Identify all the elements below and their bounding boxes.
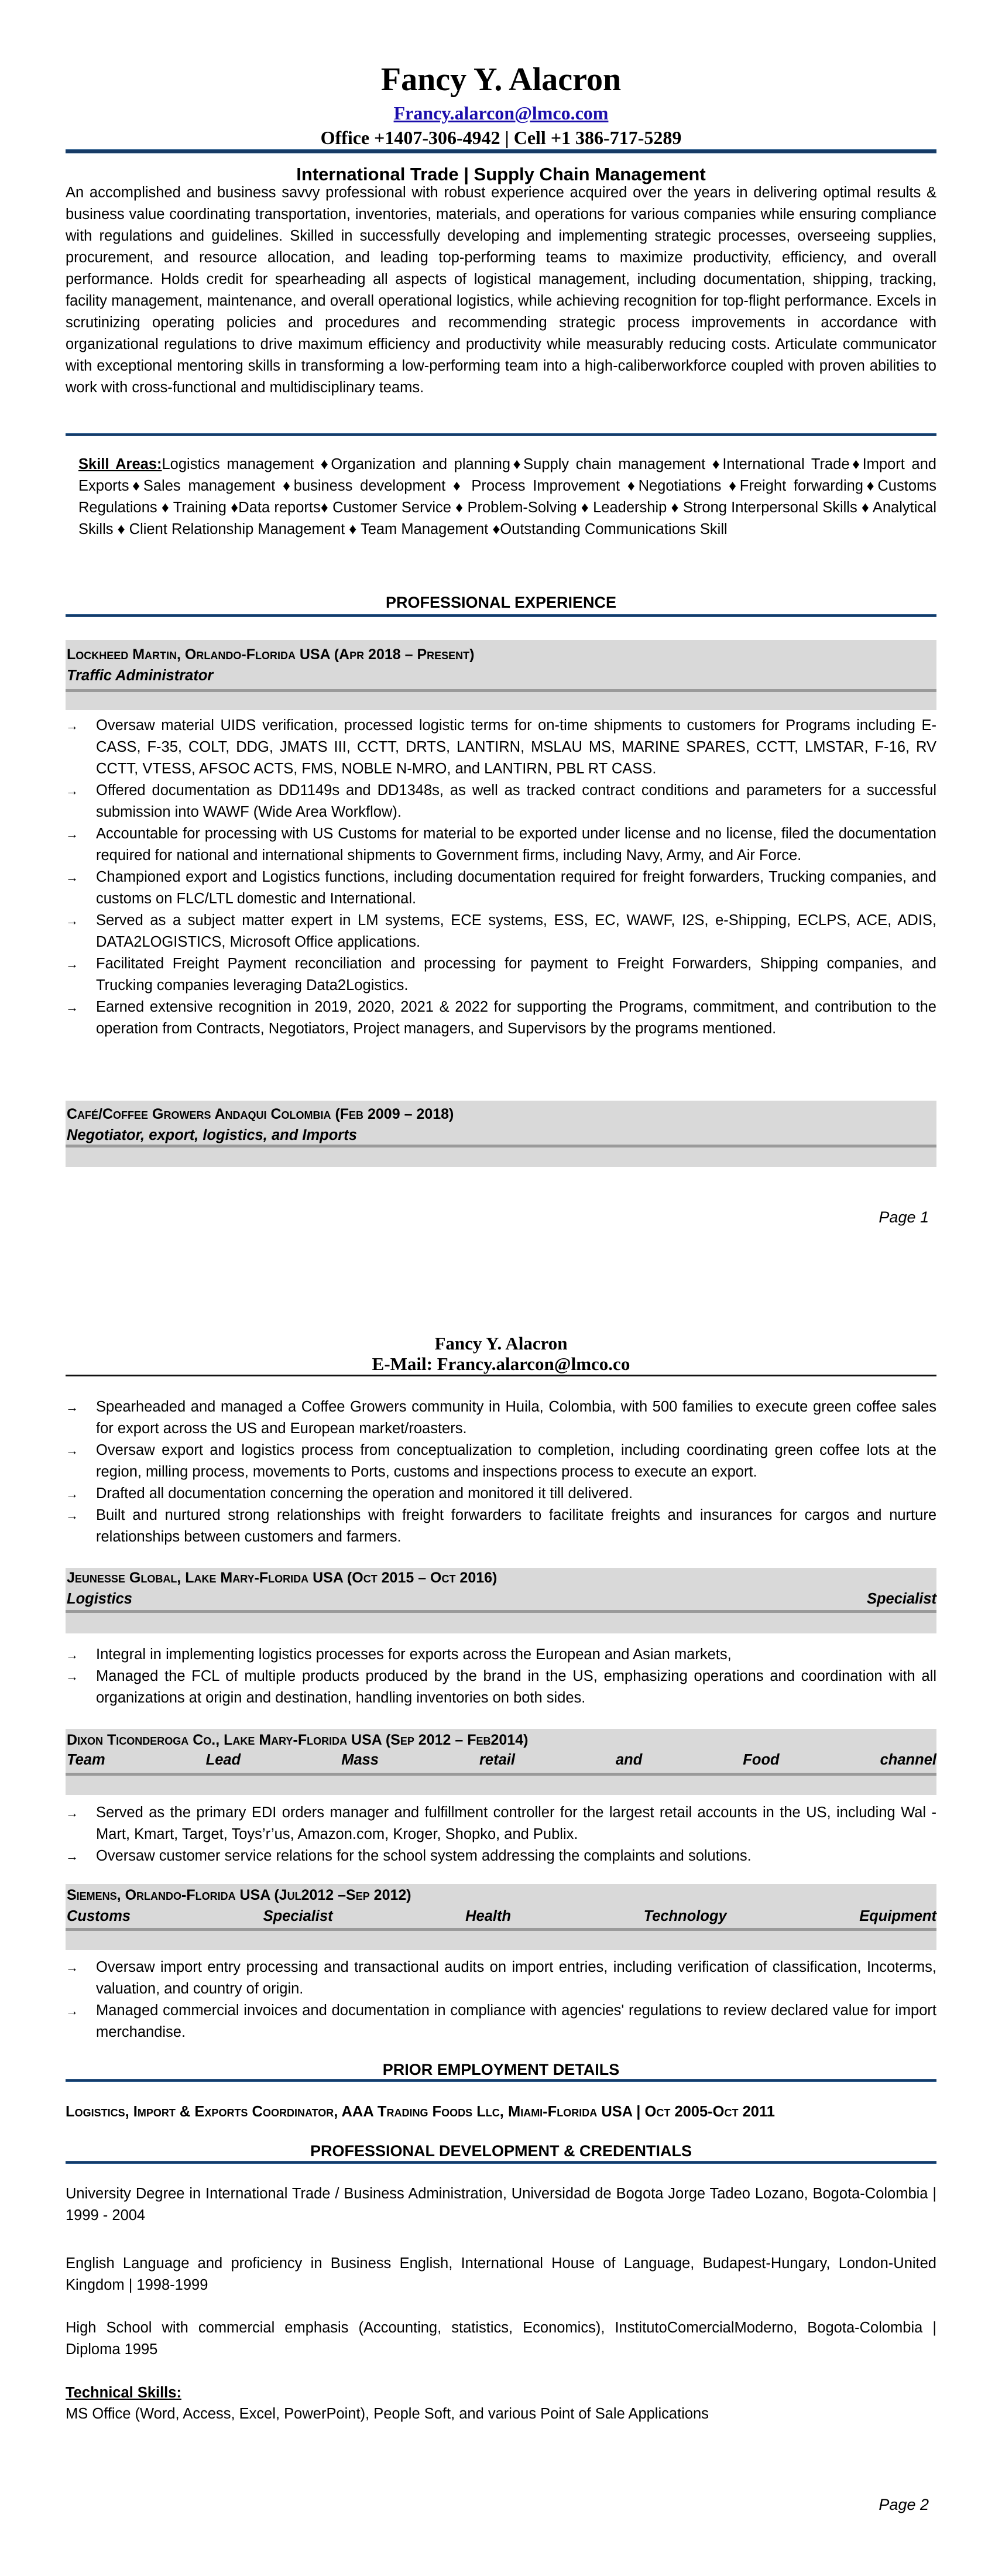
arrow-right-icon: → <box>66 1960 78 1975</box>
arrow-right-icon: → <box>66 1443 78 1458</box>
job-role <box>67 1906 936 1926</box>
job-role-word: Food <box>743 1752 780 1768</box>
list-item: → Accountable for processing with US Customs for material to be exported under license and no license, filed the documentation required for national and international shipments to Government firms, including Navy, Army, and Air Force. <box>66 823 936 866</box>
section-title-development: PROFESSIONAL DEVELOPMENT & CREDENTIALS <box>310 2142 692 2160</box>
job-header-jeunesse <box>66 1568 936 1633</box>
prior-divider <box>66 2079 936 2082</box>
list-item: → Drafted all documentation concerning the operation and monitored it till delivered. <box>66 1483 936 1505</box>
job-role-word: Specialist <box>866 1591 936 1607</box>
list-item: → Championed export and Logistics functions, including documentation required for freight forwarders, Trucking companies, and customs on FLC/LTL domestic and International. <box>66 866 936 910</box>
list-item: → Served as the primary EDI orders manager and fulfillment controller for the largest retail accounts in the US, including Wal -Mart, Kmart, Target, Toys’r’us, Amazon.com, Kroger, Shopko, and Publix. <box>66 1802 936 1845</box>
arrow-right-icon: → <box>66 870 78 885</box>
job-company: Café/Coffee Growers Andaqui Colombia (Feb 2009 – 2018) <box>67 1106 454 1122</box>
arrow-right-icon: → <box>66 1806 78 1820</box>
arrow-right-icon: → <box>66 2003 78 2018</box>
job-role-word: Equipment <box>859 1908 936 1924</box>
arrow-right-icon: → <box>66 1849 78 1864</box>
arrow-right-icon: → <box>66 1508 78 1523</box>
job-role-word: Specialist <box>263 1908 333 1924</box>
job-header-lockheed <box>66 640 936 710</box>
email-link[interactable]: Francy.alarcon@lmco.com <box>393 102 609 124</box>
page2-header-divider <box>66 1375 936 1376</box>
list-item: → Offered documentation as DD1149s and DD1348s, as well as tracked contract conditions and parameters for a successful submission into WAWF (Wide Area Workflow). <box>66 780 936 823</box>
skill-areas-list: Logistics management ♦Organization and planning♦Supply chain management ♦International Trade♦Import and Exports♦Sales management ♦business development ♦ Process Improvement ♦Negotiations ♦Freight forwarding♦Customs Regulations ♦ Training ♦Data reports♦ Customer Service ♦ Problem-Solving ♦ Leadership ♦ Strong Interpersonal Skills ♦ Analytical Skills ♦ Client Relationship Management ♦ Team Management ♦Outstanding Communications Skill <box>78 456 936 537</box>
arrow-right-icon: → <box>66 1647 78 1662</box>
job-role-text: Negotiator, export, logistics, and Imports <box>67 1127 357 1143</box>
job-header-dixon <box>66 1729 936 1795</box>
job-bullets-dixon <box>66 1802 936 1867</box>
arrow-right-icon: → <box>66 1400 78 1414</box>
job-header-bar <box>66 1610 936 1613</box>
page2-name: Fancy Y. Alacron <box>434 1333 568 1354</box>
job-role-word: Mass <box>341 1752 379 1768</box>
job-role-text: Traffic Administrator <box>67 667 214 684</box>
experience-divider <box>66 614 936 617</box>
job-role-word: Customs <box>67 1908 131 1924</box>
arrow-right-icon: → <box>66 1486 78 1501</box>
job-role-word: and <box>615 1752 643 1768</box>
summary-divider <box>66 433 936 436</box>
technical-skills-text: MS Office (Word, Access, Excel, PowerPoint), People Soft, and various Point of Sale Applications <box>66 2406 709 2422</box>
job-role-word: Lead <box>205 1752 241 1768</box>
job-bullets-cafe <box>66 1396 936 1548</box>
technical-skills-label: Technical Skills: <box>66 2385 181 2401</box>
job-role-word: Team <box>67 1752 105 1768</box>
job-company: Lockheed Martin, Orlando-Florida USA (Apr 2018 – Present) <box>67 646 475 663</box>
list-item: → Spearheaded and managed a Coffee Growers community in Huila, Colombia, with 500 families to execute green coffee sales for export across the US and European market/roasters. <box>66 1396 936 1440</box>
job-bullets-lockheed <box>66 715 936 1040</box>
job-header-bar <box>66 689 936 692</box>
education-item-highschool: High School with commercial emphasis (Accounting, statistics, Economics), InstitutoComercialModerno, Bogota-Colombia | Diploma 1995 <box>66 2320 936 2358</box>
email-row <box>66 101 936 125</box>
job-company: Dixon Ticonderoga Co., Lake Mary-Florida USA (Sep 2012 – Feb2014) <box>67 1732 529 1748</box>
job-role-word: retail <box>479 1752 515 1768</box>
professional-headline: International Trade | Supply Chain Management <box>296 164 706 184</box>
development-divider <box>66 2161 936 2164</box>
job-header-bar <box>66 1145 936 1147</box>
list-item: → Facilitated Freight Payment reconciliation and processing for payment to Freight Forwarders, Shipping companies, and Trucking companies leveraging Data2Logistics. <box>66 953 936 996</box>
list-item: → Oversaw material UIDS verification, processed logistic terms for on-time shipments to customers for Programs including E-CASS, F-35, COLT, DDG, JMATS III, CCTT, DRTS, LANTIRN, MSLAU MS, MARINE SPARES, CCTT, LMSTAR, F-16, RV CCTT, VTESS, AFSOC ACTS, FMS, NOBLE N-MRO, and LANTIRN, PBL RT CASS. <box>66 715 936 780</box>
arrow-right-icon: → <box>66 1669 78 1684</box>
job-header-bar <box>66 1928 936 1931</box>
phone-line: Office +1407-306-4942 | Cell +1 386-717-5289 <box>320 127 682 148</box>
list-item: → Managed the FCL of multiple products produced by the brand in the US, emphasizing operations and coordination with all organizations at origin and destination, handling inventories on both sides. <box>66 1666 936 1709</box>
job-role <box>67 1125 936 1145</box>
page-number-2: Page 2 <box>879 2496 929 2513</box>
list-item: → Earned extensive recognition in 2019, 2020, 2021 & 2022 for supporting the Programs, commitment, and contribution to the operation from Contracts, Negotiators, Project managers, and Supervisors by the programs mentioned. <box>66 996 936 1040</box>
section-title-experience: PROFESSIONAL EXPERIENCE <box>385 594 617 611</box>
arrow-right-icon: → <box>66 1000 78 1015</box>
list-item: → Oversaw export and logistics process from conceptualization to completion, including coordinating green coffee lots at the region, milling process, movements to Ports, customs and inspections process to execute an export. <box>66 1440 936 1483</box>
job-role-word: Logistics <box>67 1591 132 1607</box>
job-role <box>67 666 936 686</box>
job-bullets-jeunesse <box>66 1644 936 1709</box>
job-role <box>67 1750 936 1770</box>
education-item-university: University Degree in International Trade / Business Administration, Universidad de Bogota Jorge Tadeo Lozano, Bogota-Colombia | 1999 - 2004 <box>66 2186 936 2224</box>
job-company: Siemens, Orlando-Florida USA (Jul2012 –Sep 2012) <box>67 1887 411 1903</box>
job-header-siemens <box>66 1884 936 1950</box>
skill-areas-label: Skill Areas: <box>78 456 162 472</box>
job-role-word: Technology <box>643 1908 727 1924</box>
header-divider <box>66 149 936 153</box>
arrow-right-icon: → <box>66 827 78 841</box>
arrow-right-icon: → <box>66 913 78 928</box>
education-item-english: English Language and proficiency in Business English, International House of Language, Budapest-Hungary, London-United Kingdom | 1998-1999 <box>66 2255 936 2293</box>
prior-employment-entry: Logistics, Import & Exports Coordinator, AAA Trading Foods Llc, Miami-Florida USA | Oct 2005-Oct 2011 <box>66 2104 775 2120</box>
job-header-bar <box>66 1773 936 1776</box>
list-item: → Oversaw customer service relations for the school system addressing the complaints and solutions. <box>66 1845 936 1867</box>
job-role-word: Health <box>465 1908 512 1924</box>
job-bullets-siemens <box>66 1957 936 2043</box>
job-role-word: channel <box>880 1752 936 1768</box>
job-header-cafe <box>66 1101 936 1167</box>
list-item: → Integral in implementing logistics processes for exports across the European and Asian markets, <box>66 1644 936 1666</box>
section-title-prior-employment: PRIOR EMPLOYMENT DETAILS <box>382 2061 620 2078</box>
list-item: → Served as a subject matter expert in LM systems, ECE systems, ESS, EC, WAWF, I2S, e-Shipping, ECLPS, ACE, ADIS, DATA2LOGISTICS, Microsoft Office applications. <box>66 910 936 953</box>
arrow-right-icon: → <box>66 783 78 798</box>
list-item: → Managed commercial invoices and documentation in compliance with agencies' regulations to review declared value for import merchandise. <box>66 2000 936 2043</box>
page2-email: E-Mail: Francy.alarcon@lmco.co <box>372 1354 630 1374</box>
list-item: → Built and nurtured strong relationships with freight forwarders to facilitate freights and insurances for cargos and nurture relationships between customers and farmers. <box>66 1505 936 1548</box>
skill-areas <box>78 454 936 540</box>
page-number-1: Page 1 <box>879 1208 929 1226</box>
candidate-name: Fancy Y. Alacron <box>380 61 622 98</box>
arrow-right-icon: → <box>66 718 78 733</box>
list-item: → Oversaw import entry processing and transactional audits on import entries, including verification of classification, Incoterms, valuation, and country of origin. <box>66 1957 936 2000</box>
summary-paragraph: An accomplished and business savvy professional with robust experience acquired over the years in delivering optimal results & business value coordinating transportation, inventories, materials, and operations for various companies while ensuring compliance with regulations and guidelines. Skilled in successfully developing and implementing strategic processes, overseeing supplies, procurement, and resource allocation, and leading top-performing teams to maximize productivity, efficiency, and overall performance. Holds credit for spearheading all aspects of logistical management, including documentation, shipping, tracking, facility management, maintenance, and overall operational logistics, while achieving recognition for top-flight performance. Excels in scrutinizing operating policies and procedures and recommending strategic process improvements in accordance with organizational regulations to drive maximum efficiency and productivity while measurably reducing costs. Articulate communicator with exceptional mentoring skills in transforming a low-performing team into a high-caliberworkforce coupled with proven abilities to work with cross-functional and multidisciplinary teams. <box>66 184 936 396</box>
job-company: Jeunesse Global, Lake Mary-Florida USA (Oct 2015 – Oct 2016) <box>67 1570 498 1586</box>
arrow-right-icon: → <box>66 957 78 971</box>
job-role <box>67 1589 936 1609</box>
